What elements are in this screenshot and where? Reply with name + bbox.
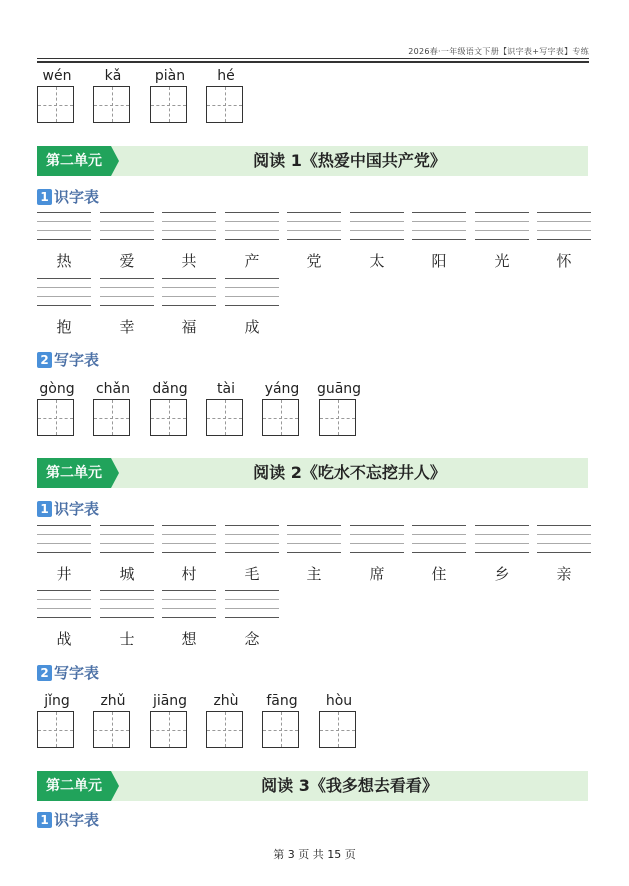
literacy-char: 念 bbox=[244, 630, 260, 648]
section-number-badge: 2 bbox=[37, 665, 52, 681]
pinyin-label: jǐng bbox=[44, 693, 70, 709]
literacy-char: 想 bbox=[181, 630, 197, 648]
literacy-char: 党 bbox=[306, 252, 322, 270]
writing-label: 写字表 bbox=[54, 351, 100, 369]
writing-lines[interactable] bbox=[162, 212, 216, 240]
literacy-char: 毛 bbox=[244, 565, 260, 583]
pinyin-label: chǎn bbox=[95, 381, 131, 397]
tian-grid-box[interactable] bbox=[262, 399, 299, 436]
literacy-label: 识字表 bbox=[54, 500, 100, 518]
writing-lines[interactable] bbox=[412, 212, 466, 240]
writing-lines[interactable] bbox=[162, 590, 216, 618]
page-footer: 第 3 页 共 15 页 bbox=[273, 848, 356, 861]
unit-banner bbox=[37, 771, 588, 801]
lesson-title: 阅读 1《热爱中国共产党》 bbox=[253, 151, 446, 170]
literacy-char: 幸 bbox=[119, 318, 135, 336]
header-rule bbox=[37, 58, 589, 59]
literacy-heading bbox=[37, 809, 99, 827]
writing-lines[interactable] bbox=[37, 590, 91, 618]
tian-grid-box[interactable] bbox=[37, 399, 74, 436]
tian-grid-box[interactable] bbox=[150, 711, 187, 748]
tian-grid-box[interactable] bbox=[37, 711, 74, 748]
tian-grid-box[interactable] bbox=[319, 711, 356, 748]
section-number-badge: 1 bbox=[37, 189, 52, 205]
pinyin-label: piàn bbox=[154, 68, 186, 84]
pinyin-label: gòng bbox=[39, 381, 75, 397]
writing-label: 写字表 bbox=[54, 664, 100, 682]
writing-lines[interactable] bbox=[37, 278, 91, 306]
header-title: 2026春·一年级语文下册【识字表+写字表】专练 bbox=[408, 47, 589, 56]
literacy-char: 城 bbox=[119, 565, 135, 583]
literacy-char: 光 bbox=[494, 252, 510, 270]
tian-grid-box[interactable] bbox=[93, 399, 130, 436]
writing-lines[interactable] bbox=[37, 212, 91, 240]
unit-banner bbox=[37, 146, 588, 176]
writing-lines[interactable] bbox=[537, 212, 591, 240]
writing-lines[interactable] bbox=[100, 590, 154, 618]
literacy-char: 成 bbox=[244, 318, 260, 336]
writing-lines[interactable] bbox=[100, 278, 154, 306]
writing-lines[interactable] bbox=[350, 525, 404, 553]
literacy-heading bbox=[37, 186, 99, 204]
unit-tag: 第二单元 bbox=[37, 458, 111, 488]
literacy-char: 席 bbox=[369, 565, 385, 583]
tian-grid-box[interactable] bbox=[206, 86, 243, 123]
literacy-char: 福 bbox=[181, 318, 197, 336]
literacy-char: 井 bbox=[56, 565, 72, 583]
writing-lines[interactable] bbox=[37, 525, 91, 553]
tian-grid-box[interactable] bbox=[319, 399, 356, 436]
pinyin-label: hé bbox=[217, 68, 235, 84]
pinyin-label: dǎng bbox=[152, 381, 188, 397]
unit-tag: 第二单元 bbox=[37, 146, 111, 176]
writing-lines[interactable] bbox=[225, 525, 279, 553]
literacy-char: 怀 bbox=[556, 252, 572, 270]
tian-grid-box[interactable] bbox=[262, 711, 299, 748]
writing-heading bbox=[37, 662, 99, 680]
pinyin-label: fāng bbox=[266, 693, 298, 709]
literacy-char: 抱 bbox=[56, 318, 72, 336]
writing-lines[interactable] bbox=[225, 278, 279, 306]
writing-lines[interactable] bbox=[225, 590, 279, 618]
pinyin-label: zhǔ bbox=[100, 693, 126, 709]
tian-grid-box[interactable] bbox=[93, 86, 130, 123]
header-rule-thick bbox=[37, 61, 589, 63]
literacy-char: 共 bbox=[181, 252, 197, 270]
section-number-badge: 2 bbox=[37, 352, 52, 368]
writing-lines[interactable] bbox=[162, 525, 216, 553]
literacy-char: 主 bbox=[306, 565, 322, 583]
tian-grid-box[interactable] bbox=[206, 399, 243, 436]
writing-lines[interactable] bbox=[100, 525, 154, 553]
pinyin-label: hòu bbox=[325, 693, 353, 709]
writing-lines[interactable] bbox=[537, 525, 591, 553]
literacy-char: 战 bbox=[56, 630, 72, 648]
literacy-label: 识字表 bbox=[54, 811, 100, 829]
tian-grid-box[interactable] bbox=[206, 711, 243, 748]
tian-grid-box[interactable] bbox=[150, 86, 187, 123]
literacy-char: 热 bbox=[56, 252, 72, 270]
writing-lines[interactable] bbox=[225, 212, 279, 240]
pinyin-label: jiāng bbox=[152, 693, 188, 709]
literacy-char: 乡 bbox=[494, 565, 510, 583]
writing-lines[interactable] bbox=[350, 212, 404, 240]
literacy-char: 村 bbox=[181, 565, 197, 583]
pinyin-label: wén bbox=[42, 68, 72, 84]
pinyin-label: tài bbox=[217, 381, 235, 397]
writing-lines[interactable] bbox=[162, 278, 216, 306]
writing-lines[interactable] bbox=[475, 212, 529, 240]
writing-lines[interactable] bbox=[287, 212, 341, 240]
lesson-title: 阅读 2《吃水不忘挖井人》 bbox=[253, 463, 446, 482]
writing-heading bbox=[37, 349, 99, 367]
literacy-char: 住 bbox=[431, 565, 447, 583]
literacy-char: 太 bbox=[369, 252, 385, 270]
literacy-char: 士 bbox=[119, 630, 135, 648]
tian-grid-box[interactable] bbox=[93, 711, 130, 748]
pinyin-label: kǎ bbox=[104, 68, 122, 84]
pinyin-label: guāng bbox=[316, 381, 362, 397]
unit-tag: 第二单元 bbox=[37, 771, 111, 801]
literacy-char: 产 bbox=[244, 252, 260, 270]
tian-grid-box[interactable] bbox=[37, 86, 74, 123]
writing-lines[interactable] bbox=[412, 525, 466, 553]
literacy-label: 识字表 bbox=[54, 188, 100, 206]
literacy-heading bbox=[37, 498, 99, 516]
literacy-char: 爱 bbox=[119, 252, 135, 270]
tian-grid-box[interactable] bbox=[150, 399, 187, 436]
literacy-char: 亲 bbox=[556, 565, 572, 583]
pinyin-label: zhù bbox=[213, 693, 239, 709]
writing-lines[interactable] bbox=[287, 525, 341, 553]
section-number-badge: 1 bbox=[37, 501, 52, 517]
section-number-badge: 1 bbox=[37, 812, 52, 828]
pinyin-label: yáng bbox=[264, 381, 300, 397]
unit-banner bbox=[37, 458, 588, 488]
writing-lines[interactable] bbox=[100, 212, 154, 240]
lesson-title: 阅读 3《我多想去看看》 bbox=[261, 776, 438, 795]
literacy-char: 阳 bbox=[431, 252, 447, 270]
writing-lines[interactable] bbox=[475, 525, 529, 553]
